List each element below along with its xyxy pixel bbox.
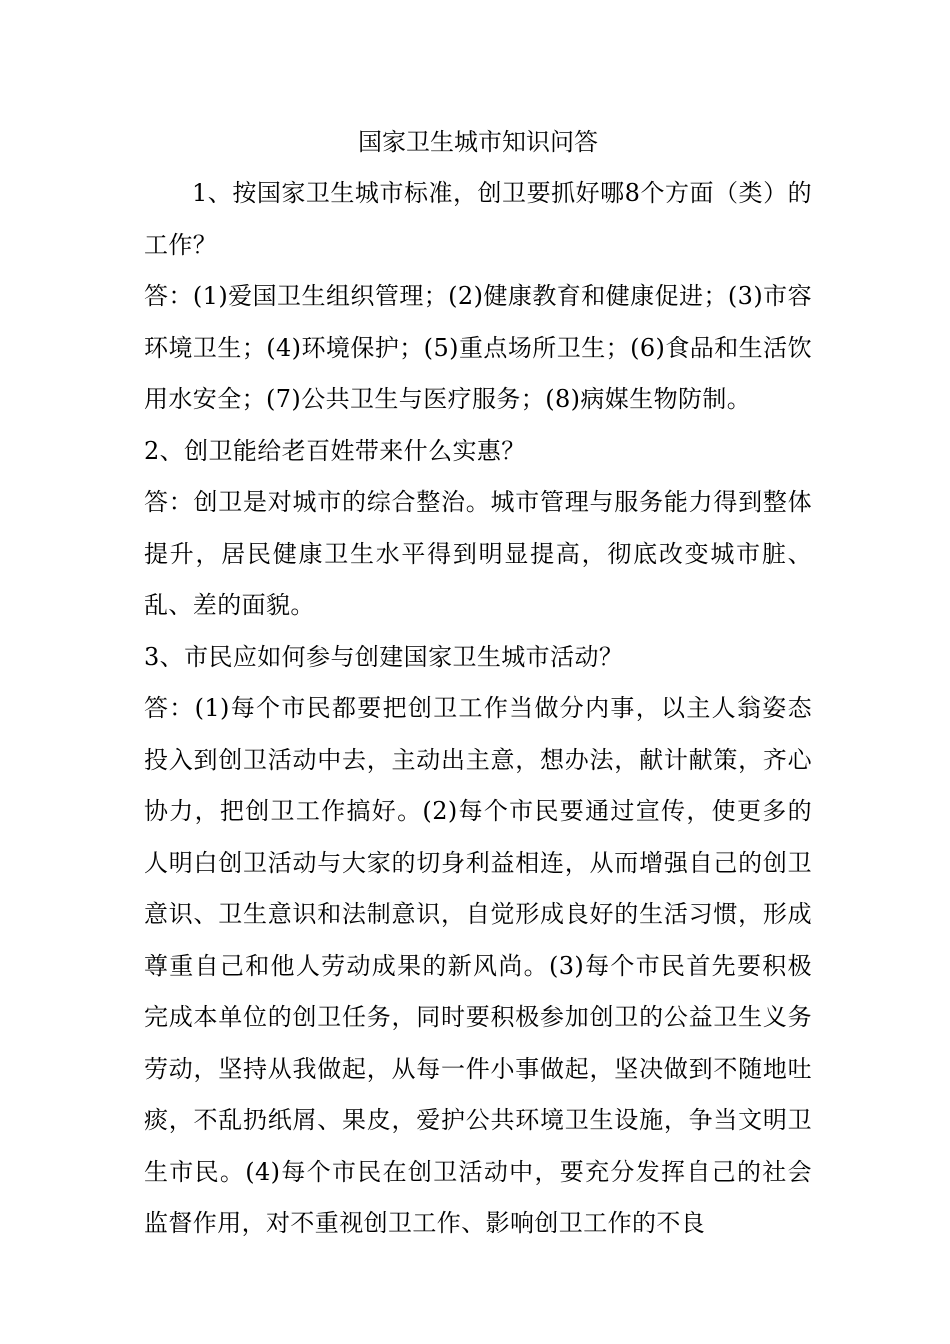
question-3: 3、市民应如何参与创建国家卫生城市活动？ — [144, 642, 624, 671]
answer-1: 答：(1)爱国卫生组织管理；(2)健康教育和健康促进；(3)市容环境卫生；(4)环境保护；(5)重点场所卫生；(6)食品和生活饮用水安全；(7)公共卫生与医疗服务；(8)病媒生物防制。 — [144, 282, 812, 413]
answer-3: 答：(1)每个市民都要把创卫工作当做分内事，以主人翁姿态投入到创卫活动中去，主动出主意，想办法，献计献策，齐心协力，把创卫工作搞好。(2)每个市民要通过宣传，使更多的人明白创卫活动与大家的切身利益相连，从而增强自己的创卫意识、卫生意识和法制意识，自觉形成良好的生活习惯，形成尊重自己和他人劳动成果的新风尚。(3)每个市民首先要积极完成本单位的创卫任务，同时要积极参加创卫的公益卫生义务劳动，坚持从我做起，从每一件小事做起，坚决做到不随地吐痰，不乱扔纸屑、果皮，爱护公共环境卫生设施，争当文明卫生市民。(4)每个市民在创卫活动中，要充分发挥自己的社会监督作用，对不重视创卫工作、影响创卫工作的不良 — [144, 694, 812, 1237]
answer-2: 答：创卫是对城市的综合整治。城市管理与服务能力得到整体提升，居民健康卫生水平得到明显提高，彻底改变城市脏、乱、差的面貌。 — [144, 488, 812, 619]
document-title: 国家卫生城市知识问答 — [358, 128, 598, 156]
question-2: 2、创卫能给老百姓带来什么实惠？ — [144, 436, 526, 465]
question-1: 1、按国家卫生城市标准，创卫要抓好哪8个方面（类）的工作？ — [144, 179, 812, 259]
